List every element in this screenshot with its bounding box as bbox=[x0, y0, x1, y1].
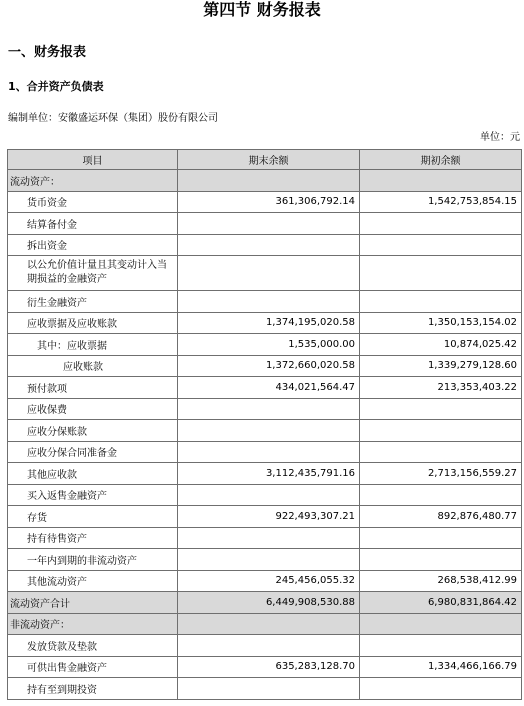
table-row bbox=[8, 678, 522, 700]
row-label: 拆出资金 bbox=[8, 234, 178, 256]
row-label: 一年内到期的非流动资产 bbox=[8, 549, 178, 571]
begin-balance-cell bbox=[360, 256, 522, 291]
end-balance-cell: 1,372,660,020.58 bbox=[178, 355, 360, 377]
row-label: 以公允价值计量且其变动计入当期损益的金融资产 bbox=[8, 256, 178, 291]
row-label: 其他应收款 bbox=[8, 463, 178, 485]
end-balance-cell bbox=[178, 484, 360, 506]
row-label: 持有待售资产 bbox=[8, 527, 178, 549]
begin-balance-cell bbox=[360, 213, 522, 235]
begin-balance-cell: 1,542,753,854.15 bbox=[360, 191, 522, 213]
end-balance-cell bbox=[178, 549, 360, 571]
end-balance-cell: 3,112,435,791.16 bbox=[178, 463, 360, 485]
end-balance-cell bbox=[178, 420, 360, 442]
row-label: 持有至到期投资 bbox=[8, 678, 178, 700]
end-balance-cell: 245,456,055.32 bbox=[178, 570, 360, 592]
end-balance-cell: 434,021,564.47 bbox=[178, 377, 360, 399]
begin-balance-cell: 6,980,831,864.42 bbox=[360, 592, 522, 614]
table-row bbox=[8, 506, 522, 528]
end-balance-cell bbox=[178, 234, 360, 256]
row-label: 买入返售金融资产 bbox=[8, 484, 178, 506]
end-balance-cell: 361,306,792.14 bbox=[178, 191, 360, 213]
column-header-item: 项目 bbox=[8, 150, 178, 170]
end-balance-cell bbox=[178, 441, 360, 463]
table-row bbox=[8, 291, 522, 313]
end-balance-cell bbox=[178, 527, 360, 549]
begin-balance-cell: 1,334,466,166.79 bbox=[360, 656, 522, 678]
row-label: 应收分保合同准备金 bbox=[8, 441, 178, 463]
table-row bbox=[8, 592, 522, 614]
begin-balance-cell bbox=[360, 678, 522, 700]
begin-balance-cell: 1,350,153,154.02 bbox=[360, 312, 522, 334]
table-row bbox=[8, 191, 522, 213]
row-label: 衍生金融资产 bbox=[8, 291, 178, 313]
row-label: 存货 bbox=[8, 506, 178, 528]
begin-balance-cell bbox=[360, 170, 522, 192]
begin-balance-cell: 2,713,156,559.27 bbox=[360, 463, 522, 485]
row-label: 应收票据及应收账款 bbox=[8, 312, 178, 334]
table-row bbox=[8, 635, 522, 657]
table-row bbox=[8, 213, 522, 235]
end-balance-cell bbox=[178, 635, 360, 657]
column-header-begin-balance: 期初余额 bbox=[360, 150, 522, 170]
begin-balance-cell: 1,339,279,128.60 bbox=[360, 355, 522, 377]
row-label: 应收分保账款 bbox=[8, 420, 178, 442]
table-row bbox=[8, 463, 522, 485]
end-balance-cell bbox=[178, 291, 360, 313]
table-row bbox=[8, 656, 522, 678]
table-row bbox=[8, 570, 522, 592]
end-balance-cell bbox=[178, 613, 360, 635]
table-row bbox=[8, 484, 522, 506]
begin-balance-cell: 268,538,412.99 bbox=[360, 570, 522, 592]
end-balance-cell: 1,535,000.00 bbox=[178, 334, 360, 356]
row-label: 发放贷款及垫款 bbox=[8, 635, 178, 657]
end-balance-cell bbox=[178, 213, 360, 235]
begin-balance-cell: 892,876,480.77 bbox=[360, 506, 522, 528]
begin-balance-cell: 10,874,025.42 bbox=[360, 334, 522, 356]
table-row bbox=[8, 355, 522, 377]
row-label: 应收账款 bbox=[8, 355, 178, 377]
table-row bbox=[8, 441, 522, 463]
begin-balance-cell bbox=[360, 613, 522, 635]
row-label: 流动资产： bbox=[8, 170, 178, 192]
end-balance-cell: 635,283,128.70 bbox=[178, 656, 360, 678]
table-row bbox=[8, 170, 522, 192]
currency-unit: 单位：元 bbox=[480, 132, 520, 143]
row-label: 预付款项 bbox=[8, 377, 178, 399]
row-label: 其中：应收票据 bbox=[8, 334, 178, 356]
table-row bbox=[8, 234, 522, 256]
table-row bbox=[8, 527, 522, 549]
heading-financial-statements: 一、财务报表 bbox=[8, 45, 87, 60]
end-balance-cell: 1,374,195,020.58 bbox=[178, 312, 360, 334]
table-row bbox=[8, 420, 522, 442]
compiling-unit: 编制单位：安徽盛运环保（集团）股份有限公司 bbox=[8, 113, 218, 124]
row-label: 结算备付金 bbox=[8, 213, 178, 235]
begin-balance-cell bbox=[360, 549, 522, 571]
balance-sheet-table bbox=[7, 149, 522, 700]
table-row bbox=[8, 613, 522, 635]
row-label: 流动资产合计 bbox=[8, 592, 178, 614]
end-balance-cell bbox=[178, 678, 360, 700]
section-title: 第四节 财务报表 bbox=[203, 0, 321, 19]
end-balance-cell bbox=[178, 256, 360, 291]
begin-balance-cell bbox=[360, 291, 522, 313]
column-header-end-balance: 期末余额 bbox=[178, 150, 360, 170]
table-row bbox=[8, 398, 522, 420]
begin-balance-cell bbox=[360, 527, 522, 549]
begin-balance-cell bbox=[360, 398, 522, 420]
table-header-row bbox=[8, 150, 522, 170]
table-row bbox=[8, 549, 522, 571]
heading-balance-sheet: 1、合并资产负债表 bbox=[8, 80, 104, 93]
table-row bbox=[8, 256, 522, 291]
begin-balance-cell bbox=[360, 420, 522, 442]
end-balance-cell: 6,449,908,530.88 bbox=[178, 592, 360, 614]
table-row bbox=[8, 334, 522, 356]
end-balance-cell: 922,493,307.21 bbox=[178, 506, 360, 528]
table-row bbox=[8, 312, 522, 334]
row-label: 货币资金 bbox=[8, 191, 178, 213]
row-label: 可供出售金融资产 bbox=[8, 656, 178, 678]
begin-balance-cell: 213,353,403.22 bbox=[360, 377, 522, 399]
end-balance-cell bbox=[178, 398, 360, 420]
table-row bbox=[8, 377, 522, 399]
row-label: 应收保费 bbox=[8, 398, 178, 420]
row-label: 非流动资产： bbox=[8, 613, 178, 635]
begin-balance-cell bbox=[360, 484, 522, 506]
begin-balance-cell bbox=[360, 234, 522, 256]
end-balance-cell bbox=[178, 170, 360, 192]
row-label: 其他流动资产 bbox=[8, 570, 178, 592]
begin-balance-cell bbox=[360, 635, 522, 657]
begin-balance-cell bbox=[360, 441, 522, 463]
